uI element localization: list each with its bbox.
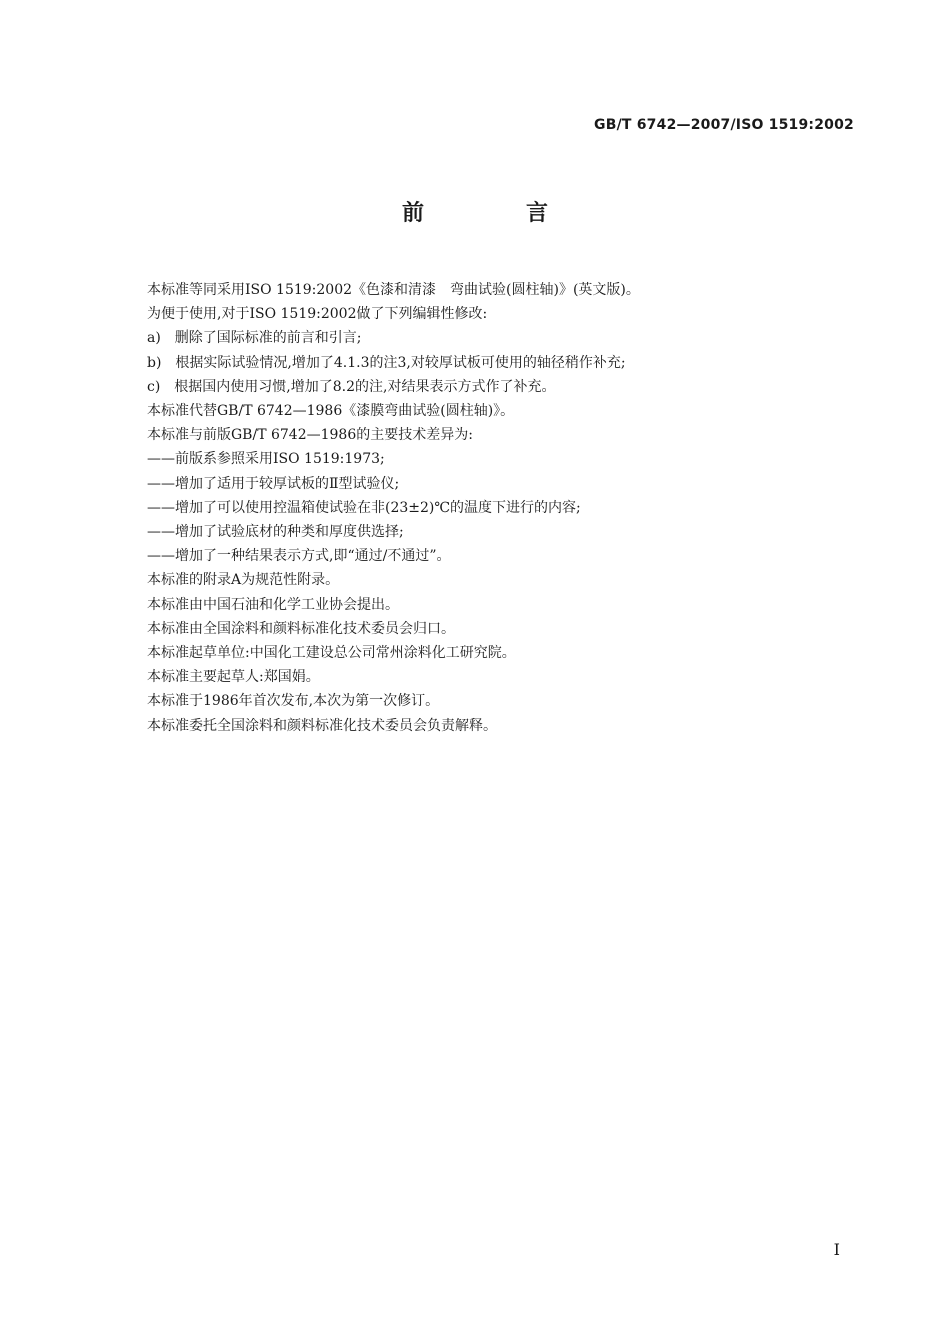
list-item: c) 根据国内使用习惯,增加了8.2的注,对结果表示方式作了补充。: [147, 378, 556, 395]
text-line: 为便于使用,对于ISO 1519:2002做了下列编辑性修改:: [147, 306, 488, 323]
page-title: 前 言: [401, 201, 588, 226]
text-line: 本标准代替GB/T 6742—1986《漆膜弯曲试验(圆柱轴)》。: [147, 403, 515, 420]
list-item: ——增加了可以使用控温箱使试验在非(23±2)℃的温度下进行的内容;: [147, 499, 581, 516]
text-line: 本标准与前版GB/T 6742—1986的主要技术差异为:: [147, 427, 473, 444]
list-item: b) 根据实际试验情况,增加了4.1.3的注3,对较厚试板可使用的轴径稍作补充;: [147, 354, 626, 371]
list-item: ——增加了适用于较厚试板的Ⅱ型试验仪;: [147, 475, 400, 492]
text-line: 本标准于1986年首次发布,本次为第一次修订。: [147, 693, 440, 710]
text-line: 本标准由中国石油和化学工业协会提出。: [147, 596, 399, 613]
foreword-body: [147, 278, 867, 738]
list-item: ——前版系参照采用ISO 1519:1973;: [147, 451, 385, 468]
text-line: 本标准的附录A为规范性附录。: [147, 572, 340, 589]
standard-number: GB/T 6742—2007/ISO 1519:2002: [594, 117, 854, 133]
list-item: ——增加了试验底材的种类和厚度供选择;: [147, 524, 404, 541]
list-item: ——增加了一种结果表示方式,即“通过/不通过”。: [147, 548, 451, 565]
text-line: 本标准等同采用ISO 1519:2002《色漆和清漆 弯曲试验(圆柱轴)》(英文版)。: [147, 282, 640, 298]
text-line: 本标准主要起草人:郑国娟。: [147, 669, 320, 686]
text-line: 本标准由全国涂料和颜料标准化技术委员会归口。: [147, 620, 455, 637]
text-line: 本标准起草单位:中国化工建设总公司常州涂料化工研究院。: [147, 645, 516, 662]
text-line: 本标准委托全国涂料和颜料标准化技术委员会负责解释。: [147, 717, 497, 734]
list-item: a) 删除了国际标准的前言和引言;: [147, 330, 362, 347]
page-number: I: [833, 1240, 840, 1259]
